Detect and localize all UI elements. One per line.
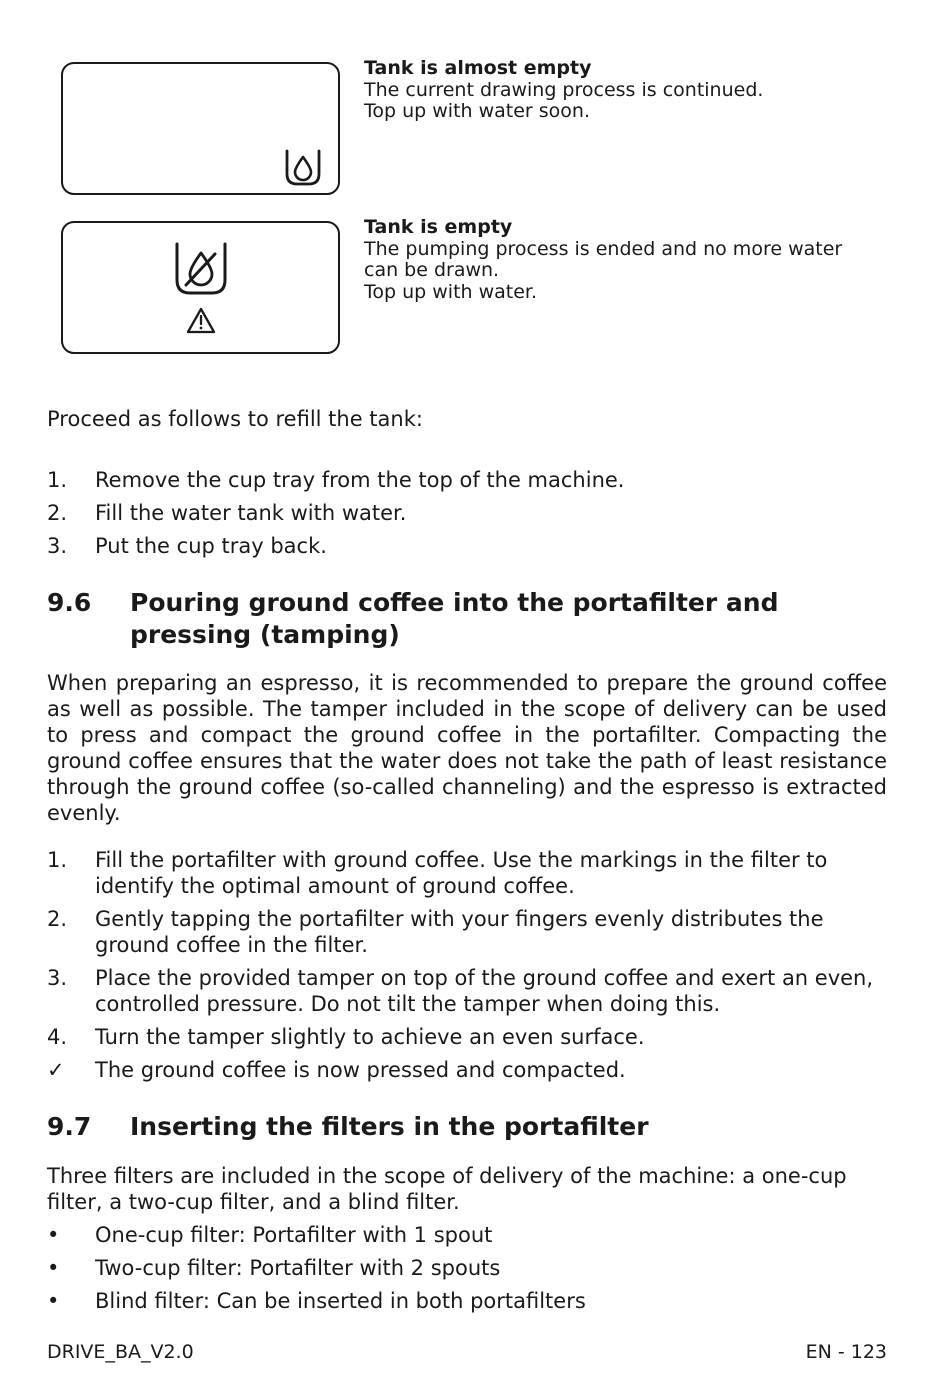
list-marker: 2. bbox=[47, 907, 68, 931]
status-title: Tank is empty bbox=[364, 216, 513, 238]
list-item bbox=[47, 467, 887, 493]
list-item-result bbox=[47, 1057, 887, 1083]
checkmark-icon: ✓ bbox=[47, 1058, 65, 1082]
list-item-text: Place the provided tamper on top of the ground coffee and exert an even, controlled pressure. Do not tilt the tamper when doing this. bbox=[95, 966, 874, 1016]
list-marker: 3. bbox=[47, 966, 68, 990]
bullet-icon: • bbox=[47, 1223, 60, 1247]
display-panel-tank-empty bbox=[61, 221, 340, 354]
list-item bbox=[47, 1024, 887, 1050]
footer-page-number: EN - 123 bbox=[805, 1341, 887, 1363]
status-text-tank-almost-empty bbox=[364, 58, 904, 123]
list-marker: 3. bbox=[47, 534, 68, 558]
list-item bbox=[47, 906, 887, 958]
filters-paragraph: Three filters are included in the scope of delivery of the machine: a one-cup filter, a two-cup filter, and a blind filter. bbox=[47, 1164, 847, 1214]
list-item-text: Fill the portafilter with ground coffee. Use the markings in the filter to identify the optimal amount of ground coffee. bbox=[95, 848, 828, 898]
section-number: 9.6 bbox=[47, 588, 92, 617]
list-item bbox=[47, 500, 887, 526]
status-line: The current drawing process is continued. bbox=[364, 78, 764, 101]
list-item bbox=[47, 533, 887, 559]
status-text-tank-empty bbox=[364, 217, 904, 303]
section-title: Inserting the filters in the portafilter bbox=[130, 1112, 649, 1141]
list-marker: 2. bbox=[47, 501, 68, 525]
status-line: Top up with water soon. bbox=[364, 100, 590, 122]
list-item-text: One-cup filter: Portafilter with 1 spout bbox=[95, 1223, 493, 1247]
status-line: can be drawn. bbox=[364, 259, 500, 281]
status-line: Top up with water. bbox=[364, 280, 538, 303]
list-item bbox=[47, 1288, 887, 1314]
tamping-steps-list bbox=[47, 847, 887, 1090]
display-panel-tank-almost-empty bbox=[61, 62, 340, 195]
list-item-text: Turn the tamper slightly to achieve an even surface. bbox=[95, 1025, 645, 1049]
status-line: The pumping process is ended and no more water bbox=[364, 237, 843, 260]
list-item-text: Two-cup filter: Portafilter with 2 spouts bbox=[95, 1256, 501, 1280]
list-marker: 1. bbox=[47, 468, 68, 492]
section-heading-9-7 bbox=[47, 1111, 887, 1143]
warning-triangle-icon bbox=[186, 307, 216, 334]
list-item-text: Remove the cup tray from the top of the machine. bbox=[95, 468, 625, 492]
filters-bullet-list bbox=[47, 1222, 887, 1321]
water-drop-icon bbox=[283, 147, 323, 187]
list-item-text: Gently tapping the portafilter with your fingers evenly distributes the ground coffee in the filter. bbox=[95, 907, 824, 957]
section-number: 9.7 bbox=[47, 1112, 92, 1141]
list-item-text: The ground coffee is now pressed and compacted. bbox=[95, 1058, 626, 1082]
list-item bbox=[47, 1222, 887, 1248]
list-item bbox=[47, 847, 887, 899]
list-item bbox=[47, 965, 887, 1017]
list-item-text: Blind filter: Can be inserted in both portafilters bbox=[95, 1289, 586, 1313]
tamping-paragraph: When preparing an espresso, it is recommended to prepare the ground coffee as well as possible. The tamper included in the scope of delivery can be used to press and compact the ground coffee in the portafilter. Compacting the ground coffee ensures that the water does not take the path of least resistance through the ground coffee (so-called channeling) and the espresso is extracted evenly. bbox=[47, 671, 887, 825]
section-title: Pouring ground coffee into the portafilter and pressing (tamping) bbox=[130, 588, 779, 649]
water-drop-crossed-icon bbox=[173, 240, 229, 298]
list-item-text: Fill the water tank with water. bbox=[95, 501, 407, 525]
bullet-icon: • bbox=[47, 1256, 60, 1280]
list-item bbox=[47, 1255, 887, 1281]
list-marker: 4. bbox=[47, 1025, 68, 1049]
refill-intro-paragraph: Proceed as follows to refill the tank: bbox=[47, 407, 423, 431]
status-title: Tank is almost empty bbox=[364, 57, 592, 79]
list-marker: 1. bbox=[47, 848, 68, 872]
bullet-icon: • bbox=[47, 1289, 60, 1313]
section-heading-9-6 bbox=[47, 587, 887, 651]
list-item-text: Put the cup tray back. bbox=[95, 534, 327, 558]
refill-steps-list bbox=[47, 467, 887, 566]
footer-document-id: DRIVE_BA_V2.0 bbox=[47, 1341, 194, 1363]
